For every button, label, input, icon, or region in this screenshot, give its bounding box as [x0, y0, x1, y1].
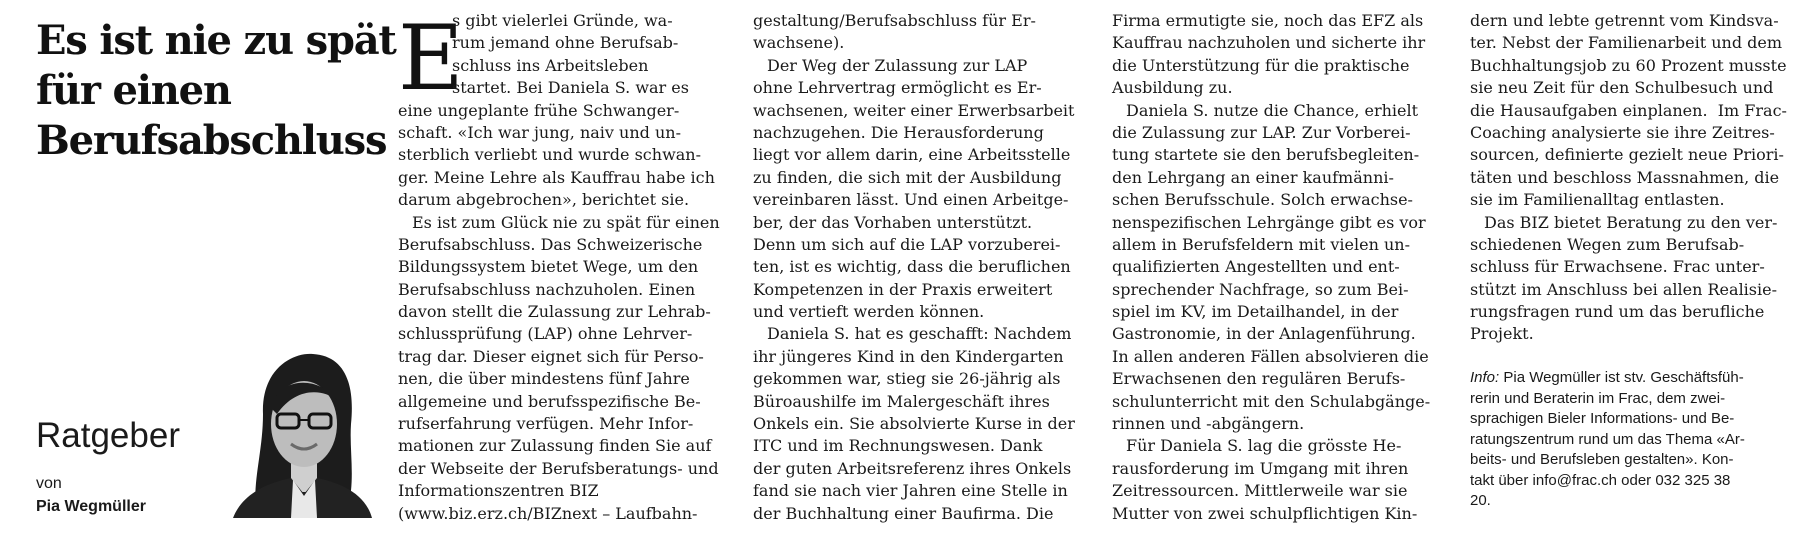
article-line: Mutter von zwei schulpflichtigen Kin-: [1112, 503, 1418, 523]
article-column-3: [1112, 10, 1430, 525]
article-column-1: [398, 6, 720, 525]
article-line: gestaltung/Berufsabschluss für Er-: [753, 11, 1036, 30]
article-line: sie neu Zeit für den Schulbesuch und: [1470, 78, 1774, 98]
article-line: vereinbaren lässt. Und einen Arbeitge-: [753, 190, 1069, 210]
info-line: Pia Wegmüller ist stv. Geschäftsfüh-: [1499, 369, 1744, 386]
article-line: Informationszentren BIZ: [398, 481, 599, 501]
article-line: Das BIZ bietet Beratung zu den ver-: [1484, 212, 1778, 232]
article-line: Daniela S. hat es geschafft: Nachdem: [767, 324, 1072, 344]
article-line: rinnen und -abgängern.: [1112, 414, 1305, 434]
article-column-4: [1470, 10, 1788, 346]
article-line: schen Berufsschule. Solch erwachse-: [1112, 190, 1413, 210]
headline: [36, 16, 396, 166]
article-line: der Buchhaltung einer Baufirma. Die: [753, 503, 1054, 523]
article-line: Büroaushilfe im Malergeschäft ihres: [753, 391, 1050, 411]
drop-cap: E: [398, 6, 464, 111]
headline-line: für einen: [36, 67, 231, 114]
article-line: die Unterstützung für die praktische: [1112, 55, 1410, 75]
article-line: ter. Nebst der Familienarbeit und dem: [1470, 33, 1783, 53]
article-line: rungsfragen rund um das berufliche: [1470, 302, 1765, 322]
info-box: [1470, 368, 1790, 512]
article-line: ger. Meine Lehre als Kauffrau habe ich: [398, 167, 715, 187]
article-line: wachsenen, weiter einer Erwerbsarbeit: [753, 100, 1075, 120]
article-line: Berufsabschluss. Das Schweizerische: [398, 234, 703, 254]
article-line: die Zulassung zur LAP. Zur Vorberei-: [1112, 122, 1411, 142]
article-line: eine ungeplante frühe Schwanger-: [398, 100, 680, 120]
article-line: ten, ist es wichtig, dass die beruflichen: [753, 257, 1071, 277]
article-line: nen, die über mindestens fünf Jahre: [398, 369, 690, 389]
article-line: zu finden, die sich mit der Ausbildung: [753, 167, 1062, 187]
article-line: Erwachsenen den regulären Berufs-: [1112, 369, 1406, 389]
article-line: Ausbildung zu.: [1112, 78, 1233, 98]
article-line: Gastronomie, in der Anlagenführung.: [1112, 324, 1416, 344]
article-line: nenspezifischen Lehrgänge gibt es vor: [1112, 212, 1426, 232]
article-line: sterblich verliebt und wurde schwan-: [398, 145, 702, 165]
article-line: wachsene).: [753, 33, 845, 53]
info-line: sprachigen Bieler Informations- und Be-: [1470, 410, 1735, 427]
article-line: sprechender Nachfrage, so zum Bei-: [1112, 279, 1409, 299]
article-line: der Webseite der Berufsberatungs- und: [398, 458, 719, 478]
info-line: ratungszentrum rund um das Thema «Ar-: [1470, 430, 1745, 448]
info-line: 20.: [1470, 492, 1491, 509]
article-line: gekommen war, stieg sie 26-jährig als: [753, 369, 1061, 389]
article-line: allem in Berufsfeldern mit vielen un-: [1112, 234, 1410, 254]
info-line: rerin und Beraterin im Frac, dem zwei-: [1470, 389, 1726, 407]
article-line: Es ist zum Glück nie zu spät für einen: [412, 212, 720, 232]
article-line: Der Weg der Zulassung zur LAP: [767, 55, 1028, 75]
article-line: die Hausaufgaben einplanen. Im Frac-: [1470, 100, 1787, 120]
author-photo: [233, 344, 372, 518]
article-line: ohne Lehrvertrag ermöglicht es Er-: [753, 78, 1042, 98]
article-line: Coaching analysierte sie ihre Zeitres-: [1470, 122, 1775, 142]
section-label: Ratgeber: [36, 416, 180, 455]
article-line: und vertieft werden können.: [753, 302, 985, 322]
article-line: Denn um sich auf die LAP vorzuberei-: [753, 234, 1061, 254]
article-line: mationen zur Zulassung finden Sie auf: [398, 436, 712, 456]
article-line: startet. Bei Daniela S. war es: [452, 78, 689, 98]
article-line: spiel im KV, im Detailhandel, in der: [1112, 302, 1399, 322]
article-line: stützt im Anschluss bei allen Realisie-: [1470, 279, 1777, 299]
article-line: ihr jüngeres Kind in den Kindergarten: [753, 346, 1064, 366]
article-line: dern und lebte getrennt vom Kindsva-: [1470, 11, 1779, 30]
article-line: Onkels ein. Sie absolvierte Kurse in der: [753, 414, 1075, 434]
article-line: allgemeine und berufsspezifische Be-: [398, 391, 701, 411]
article-line: davon stellt die Zulassung zur Lehrab-: [398, 302, 711, 322]
article-line: Buchhaltungsjob zu 60 Prozent musste: [1470, 55, 1787, 75]
article-line: Für Daniela S. lag die grösste He-: [1126, 436, 1402, 456]
article-line: rausforderung im Umgang mit ihren: [1112, 458, 1409, 478]
article-line: rum jemand ohne Berufsab-: [452, 33, 679, 53]
article-line: schaft. «Ich war jung, naiv und un-: [398, 122, 681, 142]
info-label: Info:: [1470, 369, 1500, 386]
article-line: den Lehrgang an einer kaufmänni-: [1112, 167, 1394, 187]
article-line: (www.biz.erz.ch/BIZnext – Laufbahn-: [398, 503, 698, 523]
headline-line: Berufsabschluss: [36, 117, 387, 164]
article-line: rufserfahrung verfügen. Mehr Infor-: [398, 414, 694, 434]
article-line: schulunterricht mit den Schulabgänge-: [1112, 391, 1431, 411]
article-line: s gibt vielerlei Gründe, wa-: [452, 11, 673, 30]
article-line: täten und beschloss Massnahmen, die: [1470, 167, 1780, 187]
info-line: beits- und Berufsleben gestalten». Kon-: [1470, 451, 1734, 468]
article-line: Kauffrau nachzuholen und sicherte ihr: [1112, 33, 1426, 53]
article-line: sie im Familienalltag entlasten.: [1470, 190, 1725, 210]
article-line: Kompetenzen in der Praxis erweitert: [753, 279, 1053, 299]
article-line: Firma ermutigte sie, noch das EFZ als: [1112, 11, 1424, 30]
article-line: Zeitressourcen. Mittlerweile war sie: [1112, 481, 1408, 501]
byline-prefix: von: [36, 475, 62, 492]
article-line: Projekt.: [1470, 324, 1534, 344]
article-line: schiedenen Wegen zum Berufsab-: [1470, 234, 1745, 254]
article-line: der guten Arbeitsreferenz ihres Onkels: [753, 458, 1072, 478]
article-line: fand sie nach vier Jahren eine Stelle in: [753, 481, 1068, 501]
article-line: ber, der das Vorhaben unterstützt.: [753, 212, 1033, 232]
article-line: nachzugehen. Die Herausforderung: [753, 122, 1044, 142]
article-line: In allen anderen Fällen absolvieren die: [1112, 346, 1429, 366]
article-line: Berufsabschluss nachzuholen. Einen: [398, 279, 696, 299]
article-line: liegt vor allem darin, eine Arbeitsstelle: [753, 145, 1071, 165]
article-line: Bildungssystem bietet Wege, um den: [398, 257, 699, 277]
article-column-2: [753, 10, 1075, 525]
article-line: darum abgebrochen», berichtet sie.: [398, 190, 690, 210]
article-line: sourcen, definierte gezielt neue Priori-: [1470, 145, 1784, 165]
article-line: schlussprüfung (LAP) ohne Lehrver-: [398, 324, 693, 344]
article-line: ITC und im Rechnungswesen. Dank: [753, 436, 1043, 456]
info-line: takt über info@frac.ch oder 032 325 38: [1470, 471, 1731, 489]
article-line: tung startete sie den berufsbegleiten-: [1112, 145, 1420, 165]
headline-line: Es ist nie zu spät: [36, 17, 396, 64]
article-line: trag dar. Dieser eignet sich für Perso-: [398, 346, 704, 366]
article-line: schluss ins Arbeitsleben: [452, 55, 649, 75]
author-name: Pia Wegmüller: [36, 498, 146, 515]
article-line: qualifizierten Angestellten und ent-: [1112, 257, 1400, 277]
article-line: schluss für Erwachsene. Frac unter-: [1470, 257, 1765, 277]
article-line: Daniela S. nutze die Chance, erhielt: [1126, 100, 1419, 120]
